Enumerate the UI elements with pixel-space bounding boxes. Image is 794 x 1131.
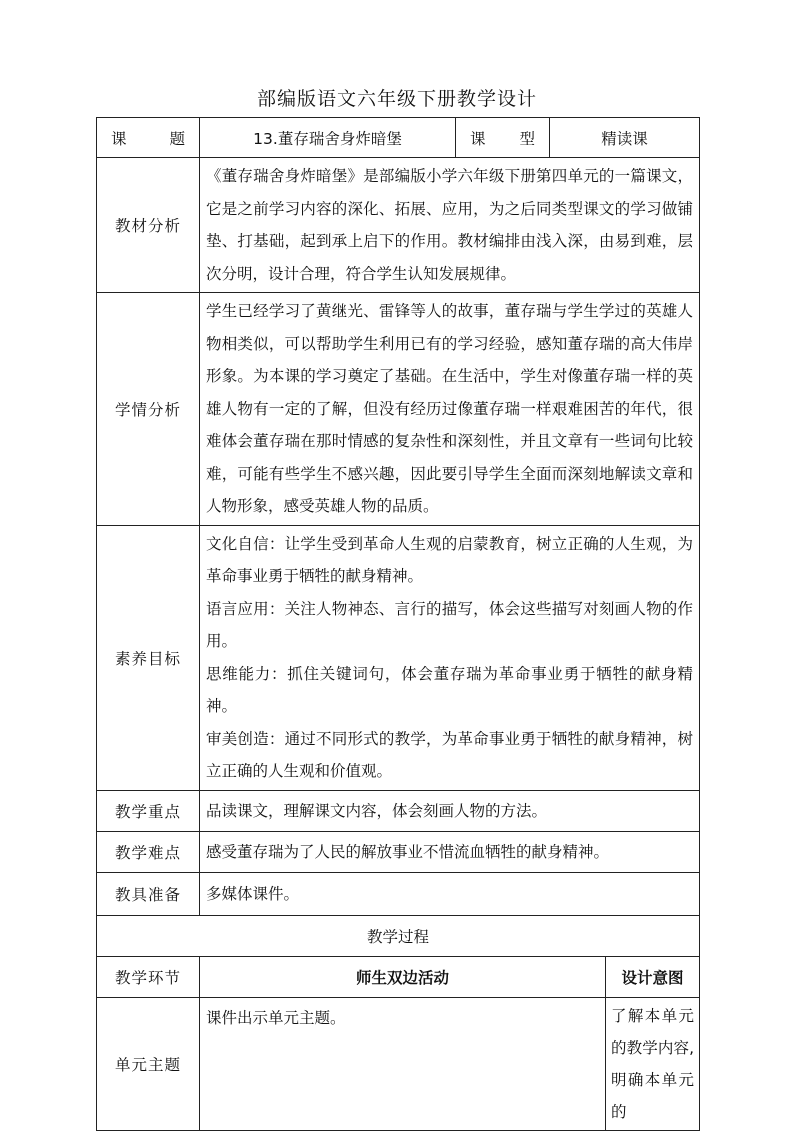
student-analysis-label: 学情分析 xyxy=(97,293,200,526)
student-analysis-row xyxy=(97,293,700,526)
process-columns-row xyxy=(97,956,700,997)
materials-text: 多媒体课件。 xyxy=(200,872,700,915)
lesson-plan-table xyxy=(96,117,700,1131)
key-points-label: 教学重点 xyxy=(97,790,200,831)
process-heading-row xyxy=(97,915,700,956)
literacy-goals-list xyxy=(200,525,700,790)
student-analysis-text: 学生已经学习了黄继光、雷锋等人的故事，董存瑞与学生学过的英雄人物相类似，可以帮助学生利用已有的学习经验，感知董存瑞的高大伟岸形象。为本课的学习奠定了基础。在生活中，学生对像董存瑞一样的英雄人物有一定的了解，但没有经历过像董存瑞一样艰难困苦的年代，很难体会董存瑞在那时情感的复杂性和深刻性，并且文章有一些词句比较难，可能有些学生不感兴趣，因此要引导学生全面而深刻地解读文章和人物形象，感受英雄人物的品质。 xyxy=(200,293,700,526)
intent-column-header: 设计意图 xyxy=(606,956,700,997)
stage-column-header: 教学环节 xyxy=(97,956,200,997)
difficulties-row xyxy=(97,831,700,872)
literacy-goal-item: 语言应用：关注人物神态、言行的描写，体会这些描写对刻画人物的作用。 xyxy=(206,599,694,650)
textbook-analysis-text: 《董存瑞舍身炸暗堡》是部编版小学六年级下册第四单元的一篇课文，它是之前学习内容的深化、拓展、应用，为之后同类型课文的学习做铺垫、打基础，起到承上启下的作用。教材编排由浅入深，由易到难，层次分明，设计合理，符合学生认知发展规律。 xyxy=(200,158,700,293)
literacy-goal-item: 思维能力：抓住关键词句，体会董存瑞为革命事业勇于牺牲的献身精神。 xyxy=(206,664,694,715)
process-intent: 了解本单元的教学内容,明确本单元的 xyxy=(606,997,700,1130)
topic-value: 13.董存瑞舍身炸暗堡 xyxy=(200,118,456,158)
process-activity: 课件出示单元主题。 xyxy=(200,997,606,1130)
literacy-goals-label: 素养目标 xyxy=(97,525,200,790)
type-value: 精读课 xyxy=(550,118,700,158)
textbook-analysis-row xyxy=(97,158,700,293)
type-label: 课 型 xyxy=(456,118,550,158)
header-row xyxy=(97,118,700,158)
activity-column-header: 师生双边活动 xyxy=(200,956,606,997)
textbook-analysis-label: 教材分析 xyxy=(97,158,200,293)
materials-label: 教具准备 xyxy=(97,872,200,915)
process-stage: 单元主题 xyxy=(97,997,200,1130)
topic-label: 课 题 xyxy=(97,118,200,158)
document-title: 部编版语文六年级下册教学设计 xyxy=(256,88,537,110)
key-points-text: 品读课文，理解课文内容，体会刻画人物的方法。 xyxy=(200,790,700,831)
key-points-row xyxy=(97,790,700,831)
process-heading: 教学过程 xyxy=(97,915,700,956)
process-row xyxy=(97,997,700,1130)
literacy-goals-row xyxy=(97,525,700,790)
literacy-goal-item: 审美创造：通过不同形式的教学，为革命事业勇于牺牲的献身精神，树立正确的人生观和价值观。 xyxy=(206,729,694,780)
literacy-goal-item: 文化自信：让学生受到革命人生观的启蒙教育，树立正确的人生观，为革命事业勇于牺牲的献身精神。 xyxy=(206,534,694,585)
materials-row xyxy=(97,872,700,915)
difficulties-label: 教学难点 xyxy=(97,831,200,872)
difficulties-text: 感受董存瑞为了人民的解放事业不惜流血牺牲的献身精神。 xyxy=(200,831,700,872)
